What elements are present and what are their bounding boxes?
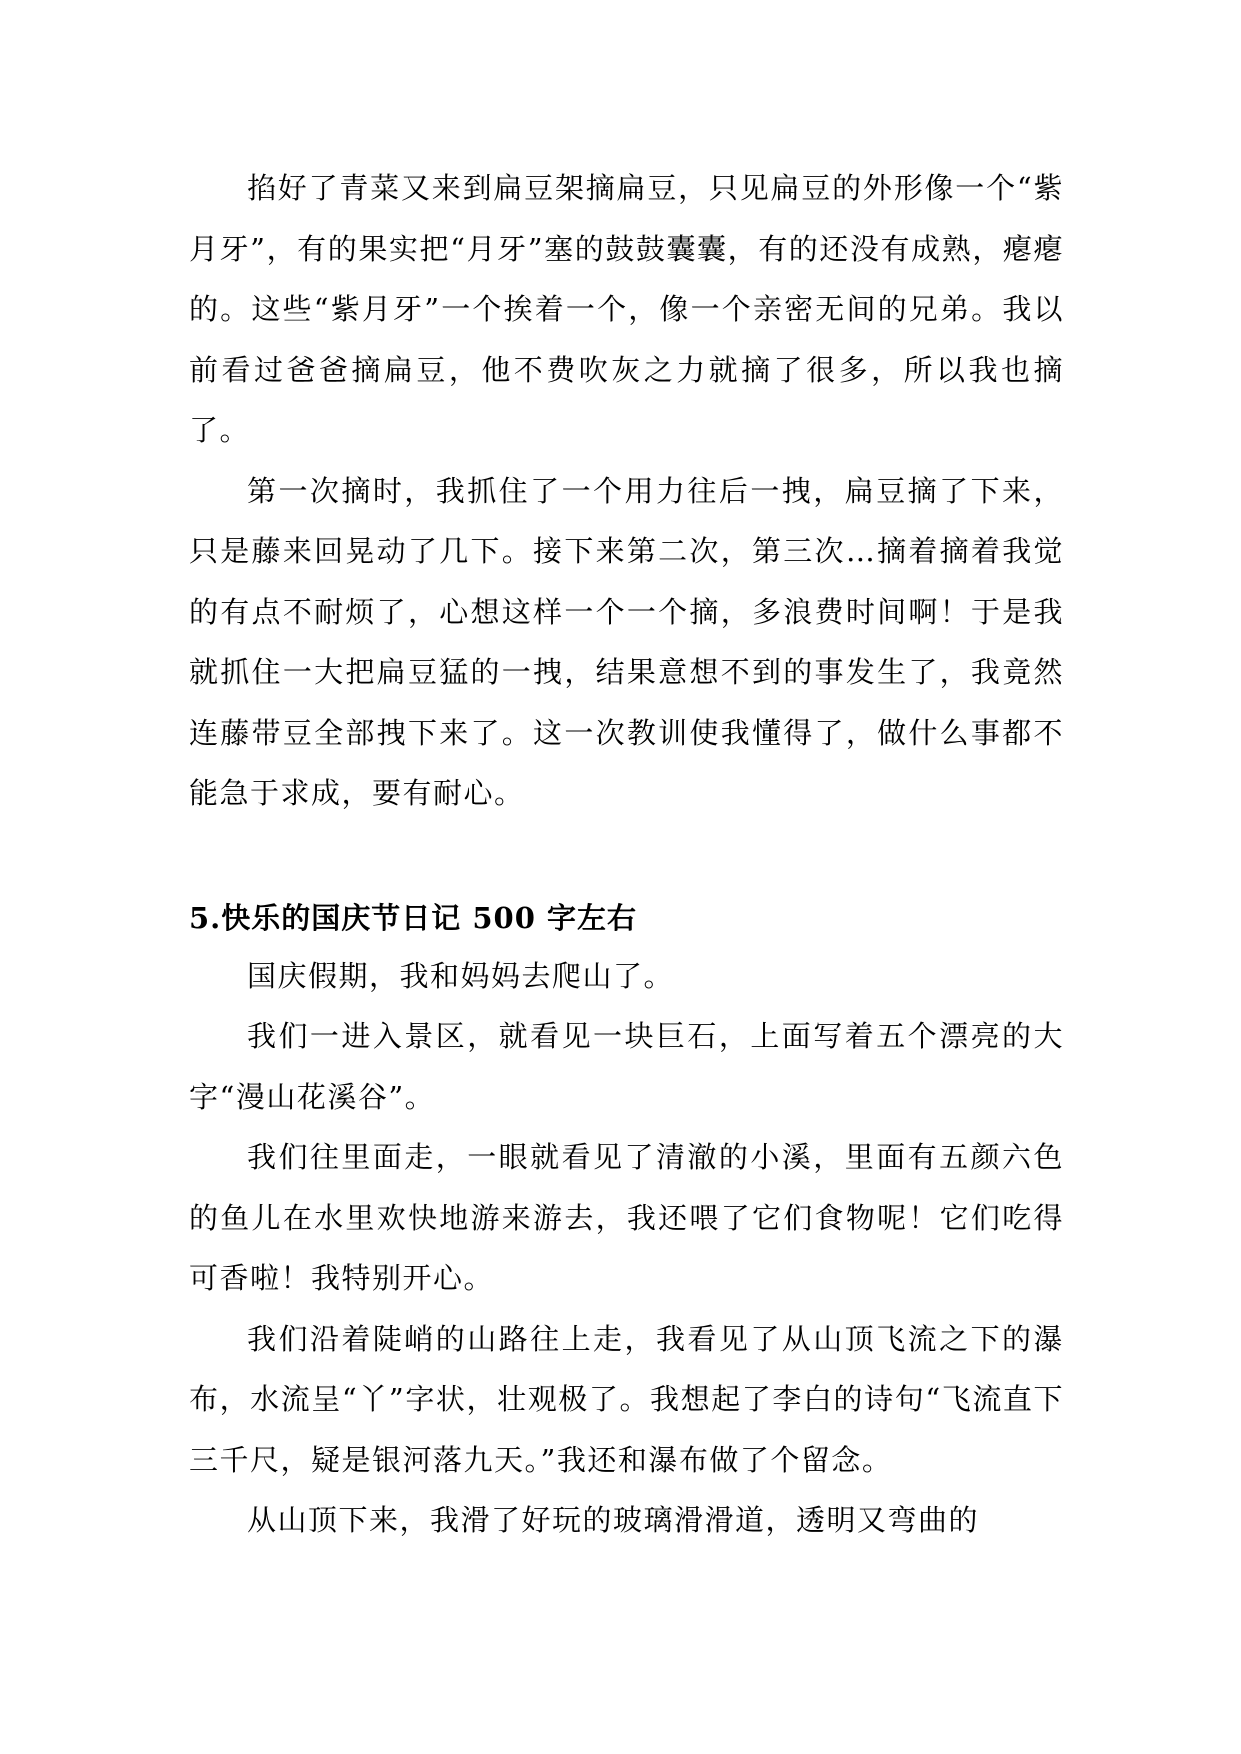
paragraph-pulling-vine: 第一次摘时，我抓住了一个用力往后一拽，扁豆摘了下来，只是藤来回晃动了几下。接下来第二次，第三次…摘着摘着我觉的有点不耐烦了，心想这样一个一个摘，多浪费时间啊！于是我就抓住一大把扁豆猛的一拽，结果意想不到的事发生了，我竟然连藤带豆全部拽下来了。这一次教训使我懂得了，做什么事都不能急于求成，要有耐心。 xyxy=(189,473,1064,810)
paragraph-scenic-entrance: 我们一进入景区，就看见一块巨石，上面写着五个漂亮的大字“漫山花溪谷”。 xyxy=(189,1019,1064,1114)
paragraph-waterfall: 我们沿着陡峭的山路往上走，我看见了从山顶飞流之下的瀑布，水流呈“丫”字状，壮观极了。我想起了李白的诗句“飞流直下三千尺，疑是银河落九天。”我还和瀑布做了个留念。 xyxy=(189,1321,1064,1477)
paragraph-picking-beans: 掐好了青菜又来到扁豆架摘扁豆，只见扁豆的外形像一个“紫月牙”，有的果实把“月牙”塞的鼓鼓囊囊，有的还没有成熟，瘪瘪的。这些“紫月牙”一个挨着一个，像一个亲密无间的兄弟。我以前看过爸爸摘扁豆，他不费吹灰之力就摘了很多，所以我也摘了。 xyxy=(189,171,1064,447)
paragraph-glass-slide: 从山顶下来，我滑了好玩的玻璃滑滑道，透明又弯曲的 xyxy=(247,1503,980,1537)
section-heading: 5.快乐的国庆节日记 500 字左右 xyxy=(189,900,638,935)
paragraph-stream: 我们往里面走，一眼就看见了清澈的小溪，里面有五颜六色的鱼儿在水里欢快地游来游去，我还喂了它们食物呢！它们吃得可香啦！我特别开心。 xyxy=(189,1140,1064,1295)
paragraph-holiday-intro: 国庆假期，我和妈妈去爬山了。 xyxy=(247,958,675,993)
document-body xyxy=(189,158,1064,1551)
